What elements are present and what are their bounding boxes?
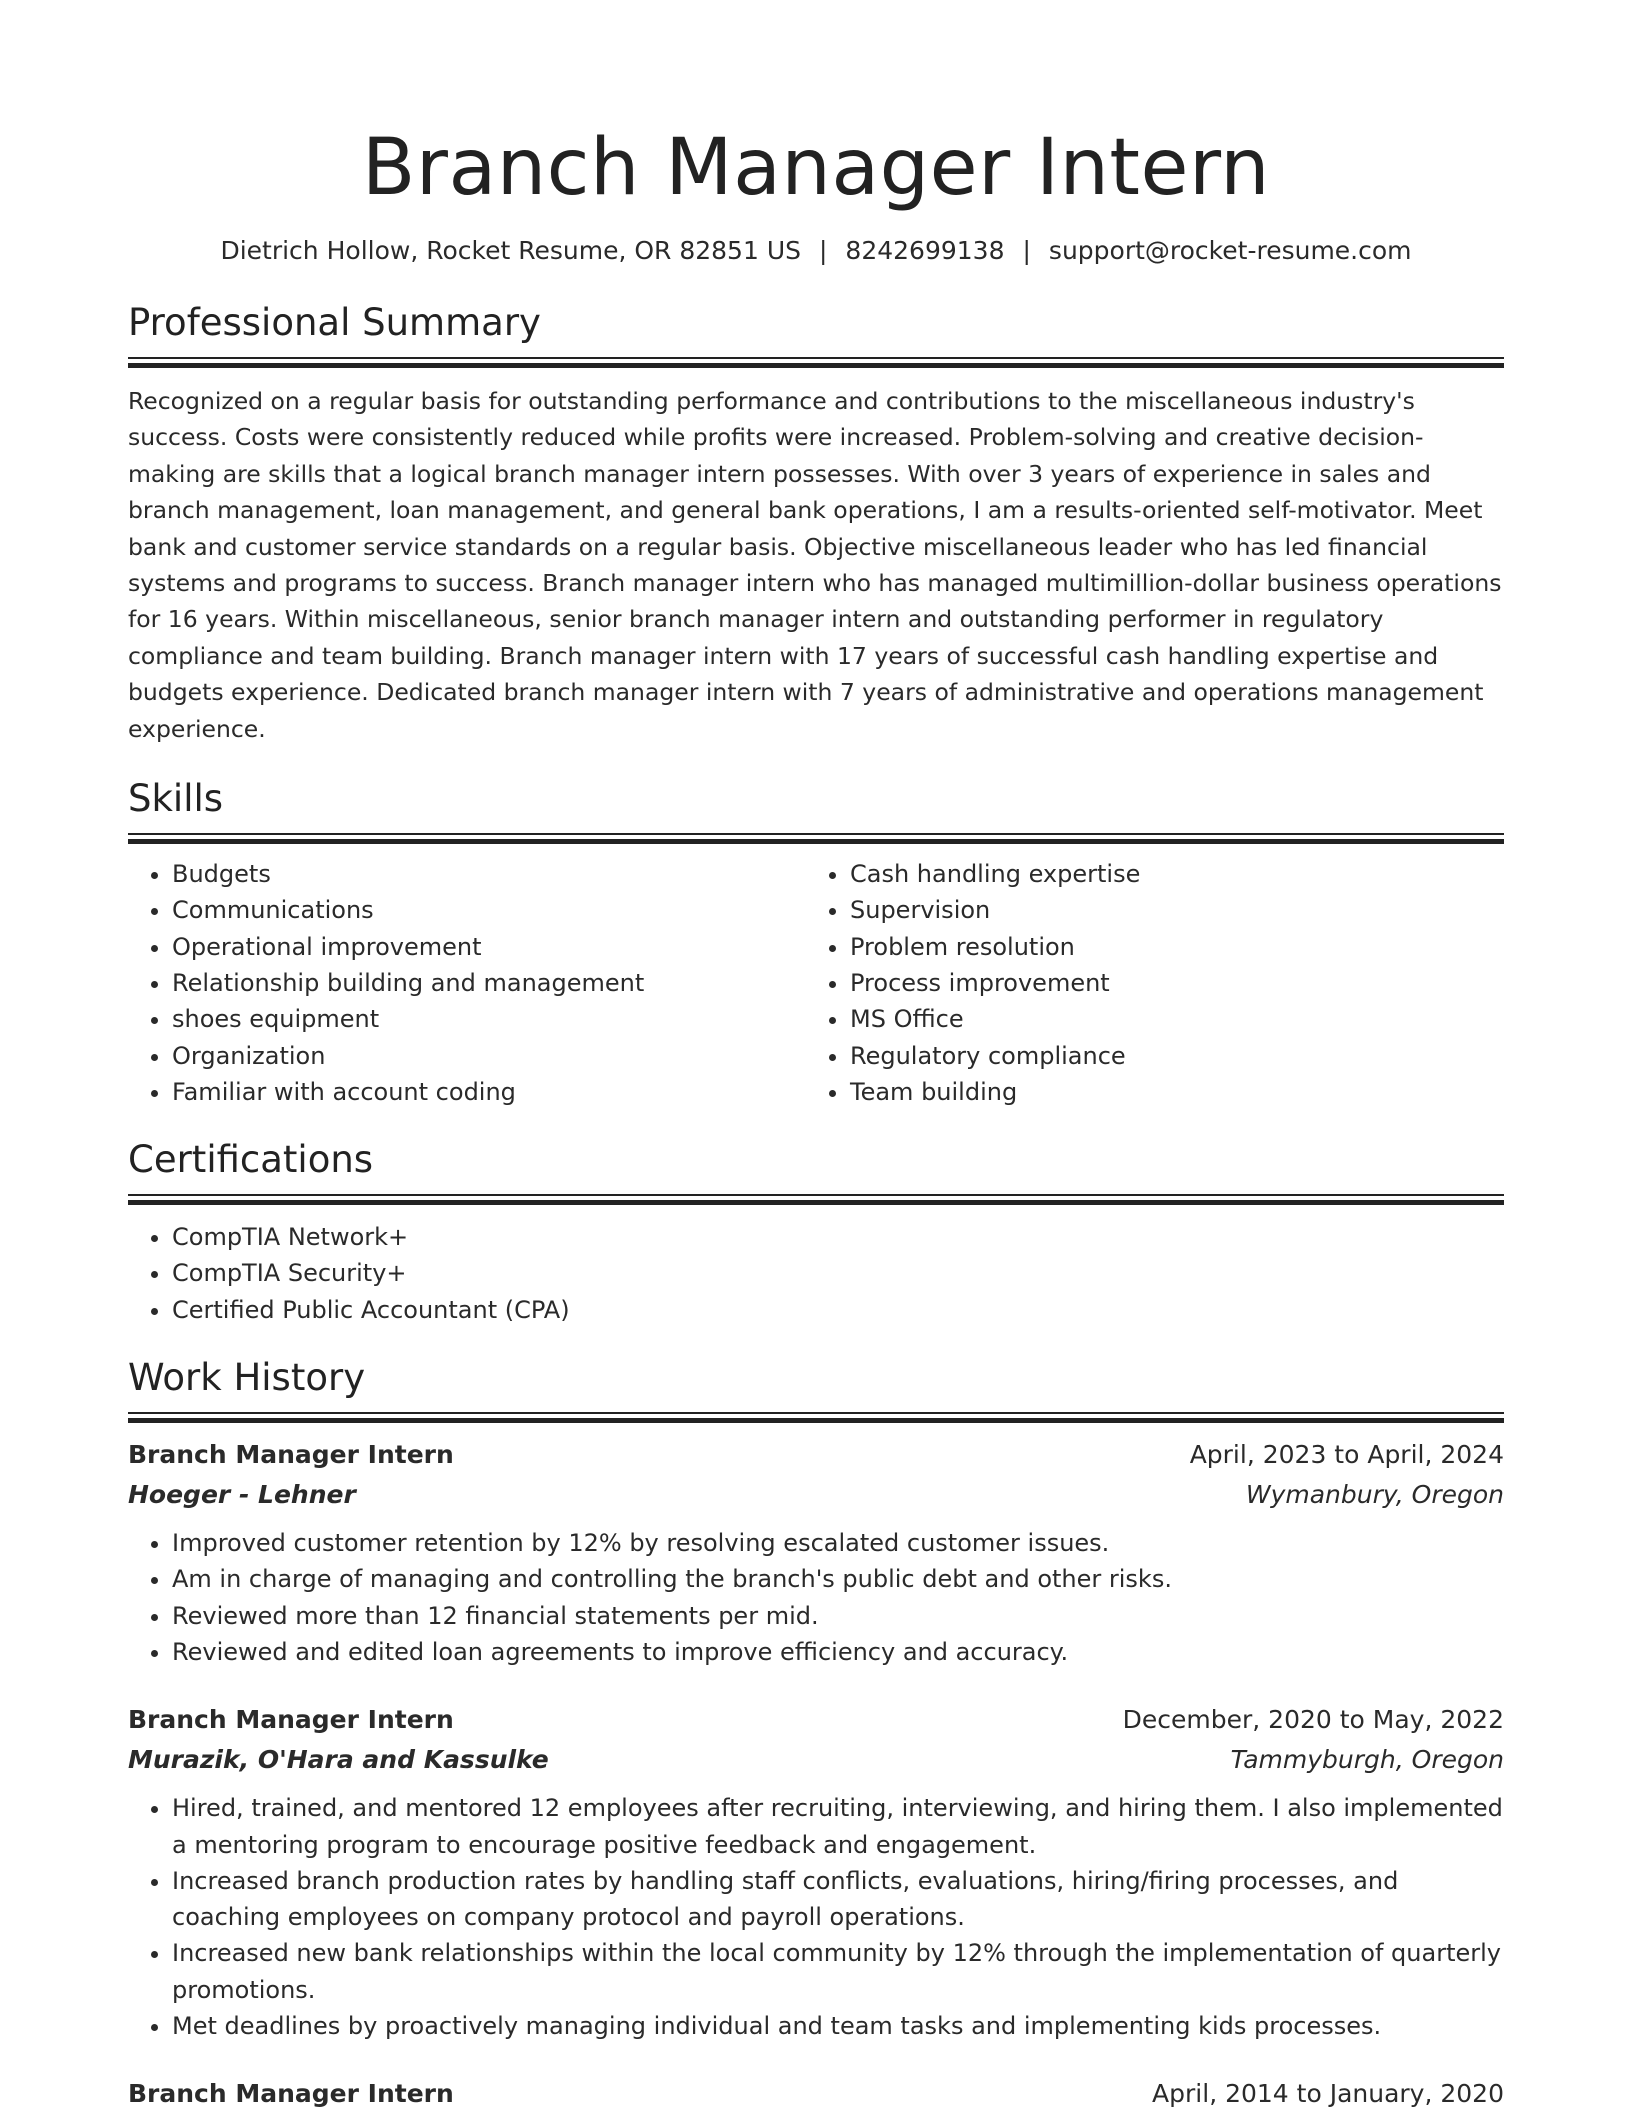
skill-item: • Problem resolution — [850, 929, 1484, 965]
job-header — [128, 1700, 1504, 1740]
skill-item: • Operational improvement — [172, 929, 806, 965]
contact-email[interactable]: support@rocket-resume.com — [1048, 236, 1412, 265]
resume-content — [128, 118, 1504, 2112]
job-dates: April, 2023 to April, 2024 — [1189, 1440, 1504, 1470]
work-history-heading: Work History — [128, 1356, 366, 1400]
skills-list-right — [806, 856, 1484, 1110]
section-rule — [128, 833, 1504, 844]
contact-separator: | — [1022, 236, 1031, 265]
skills-grid — [128, 856, 1504, 1110]
job-title: Branch Manager Intern — [128, 1705, 454, 1735]
skill-item: • Organization — [172, 1038, 806, 1074]
job-company: Murazik, O'Hara and Kassulke — [128, 1745, 549, 1775]
job-subheader — [128, 1740, 1504, 1780]
certification-item: • CompTIA Network+ — [172, 1219, 1504, 1255]
skill-item: • Regulatory compliance — [850, 1038, 1484, 1074]
section-rule — [128, 1412, 1504, 1423]
skills-section — [128, 775, 1504, 1110]
certification-item: • CompTIA Security+ — [172, 1255, 1504, 1291]
skill-item: • Process improvement — [850, 965, 1484, 1001]
skill-item: • Cash handling expertise — [850, 856, 1484, 892]
skill-item: • MS Office — [850, 1001, 1484, 1037]
job-bullet: • Am in charge of managing and controlling the branch's public debt and other risks. — [172, 1561, 1504, 1597]
skill-item: • Familiar with account coding — [172, 1074, 806, 1110]
job-subheader — [128, 1475, 1504, 1515]
job-bullet: • Increased new bank relationships within the local community by 12% through the implementation of quarterly promotions. — [172, 1935, 1504, 2008]
contact-line — [128, 234, 1504, 268]
work-history-section — [128, 1354, 1504, 2112]
job-title: Branch Manager Intern — [128, 2079, 454, 2109]
summary-section — [128, 299, 1504, 747]
certifications-section — [128, 1136, 1504, 1328]
skills-column-right — [806, 856, 1484, 1110]
summary-heading: Professional Summary — [128, 301, 541, 344]
job-dates: April, 2014 to January, 2020 — [1152, 2079, 1504, 2109]
skills-list-left — [128, 856, 806, 1110]
certifications-list — [128, 1219, 1504, 1328]
contact-separator: | — [818, 236, 828, 265]
job-header — [128, 2074, 1504, 2112]
job-bullet: • Met deadlines by proactively managing individual and team tasks and implementing kids processes. — [172, 2008, 1504, 2044]
job-company: Hoeger - Lehner — [128, 1480, 356, 1510]
skill-item: • Supervision — [850, 892, 1484, 928]
skills-column-left — [128, 856, 806, 1110]
job-dates: December, 2020 to May, 2022 — [1122, 1705, 1504, 1735]
summary-text: Recognized on a regular basis for outstanding performance and contributions to the miscellaneous industry's success. Costs were consistently reduced while profits were increased. Problem-solving and creative decision-making are skills that a logical branch manager intern possesses. With over 3 years of experience in sales and branch management, loan management, and general bank operations, I am a results-oriented self-motivator. Meet bank and customer service standards on a regular basis. Objective miscellaneous leader who has led financial systems and programs to success. Branch manager intern who has managed multimillion-dollar business operations for 16 years. Within miscellaneous, senior branch manager intern and outstanding performer in regulatory compliance and team building. Branch manager intern with 17 years of successful cash handling expertise and budgets experience. Dedicated branch manager intern with 7 years of administrative and operations management experience. — [128, 387, 1502, 743]
contact-address: Dietrich Hollow, Rocket Resume, OR 82851 US — [220, 236, 801, 265]
job-header — [128, 1435, 1504, 1475]
job-location: Tammyburgh, Oregon — [1230, 1745, 1504, 1775]
job-bullet: • Reviewed more than 12 financial statements per mid. — [172, 1598, 1504, 1634]
job-location: Wymanbury, Oregon — [1245, 1480, 1504, 1510]
certification-item: • Certified Public Accountant (CPA) — [172, 1292, 1504, 1328]
skill-item: • shoes equipment — [172, 1001, 806, 1037]
job-title: Branch Manager Intern — [128, 1440, 454, 1470]
job-bullet: • Hired, trained, and mentored 12 employees after recruiting, interviewing, and hiring them. I also implemented a mentoring program to encourage positive feedback and engagement. — [172, 1790, 1504, 1863]
skill-item: • Communications — [172, 892, 806, 928]
job-bullet: • Increased branch production rates by handling staff conflicts, evaluations, hiring/firing processes, and coaching employees on company protocol and payroll operations. — [172, 1863, 1504, 1936]
job-entry — [128, 1435, 1504, 1670]
job-bullets — [128, 1790, 1504, 2044]
job-bullet: • Improved customer retention by 12% by resolving escalated customer issues. — [172, 1525, 1504, 1561]
contact-phone: 8242699138 — [845, 236, 1005, 265]
skill-item: • Budgets — [172, 856, 806, 892]
skills-heading: Skills — [128, 777, 224, 821]
section-rule — [128, 1194, 1504, 1205]
job-entry — [128, 2074, 1504, 2112]
candidate-name: Branch Manager Intern — [361, 123, 1271, 213]
job-entry — [128, 1700, 1504, 2044]
section-rule — [128, 357, 1504, 368]
skill-item: • Team building — [850, 1074, 1484, 1110]
certifications-heading: Certifications — [128, 1138, 374, 1182]
job-bullets — [128, 1525, 1504, 1670]
skill-item: • Relationship building and management — [172, 965, 806, 1001]
job-bullet: • Reviewed and edited loan agreements to improve efficiency and accuracy. — [172, 1634, 1504, 1670]
